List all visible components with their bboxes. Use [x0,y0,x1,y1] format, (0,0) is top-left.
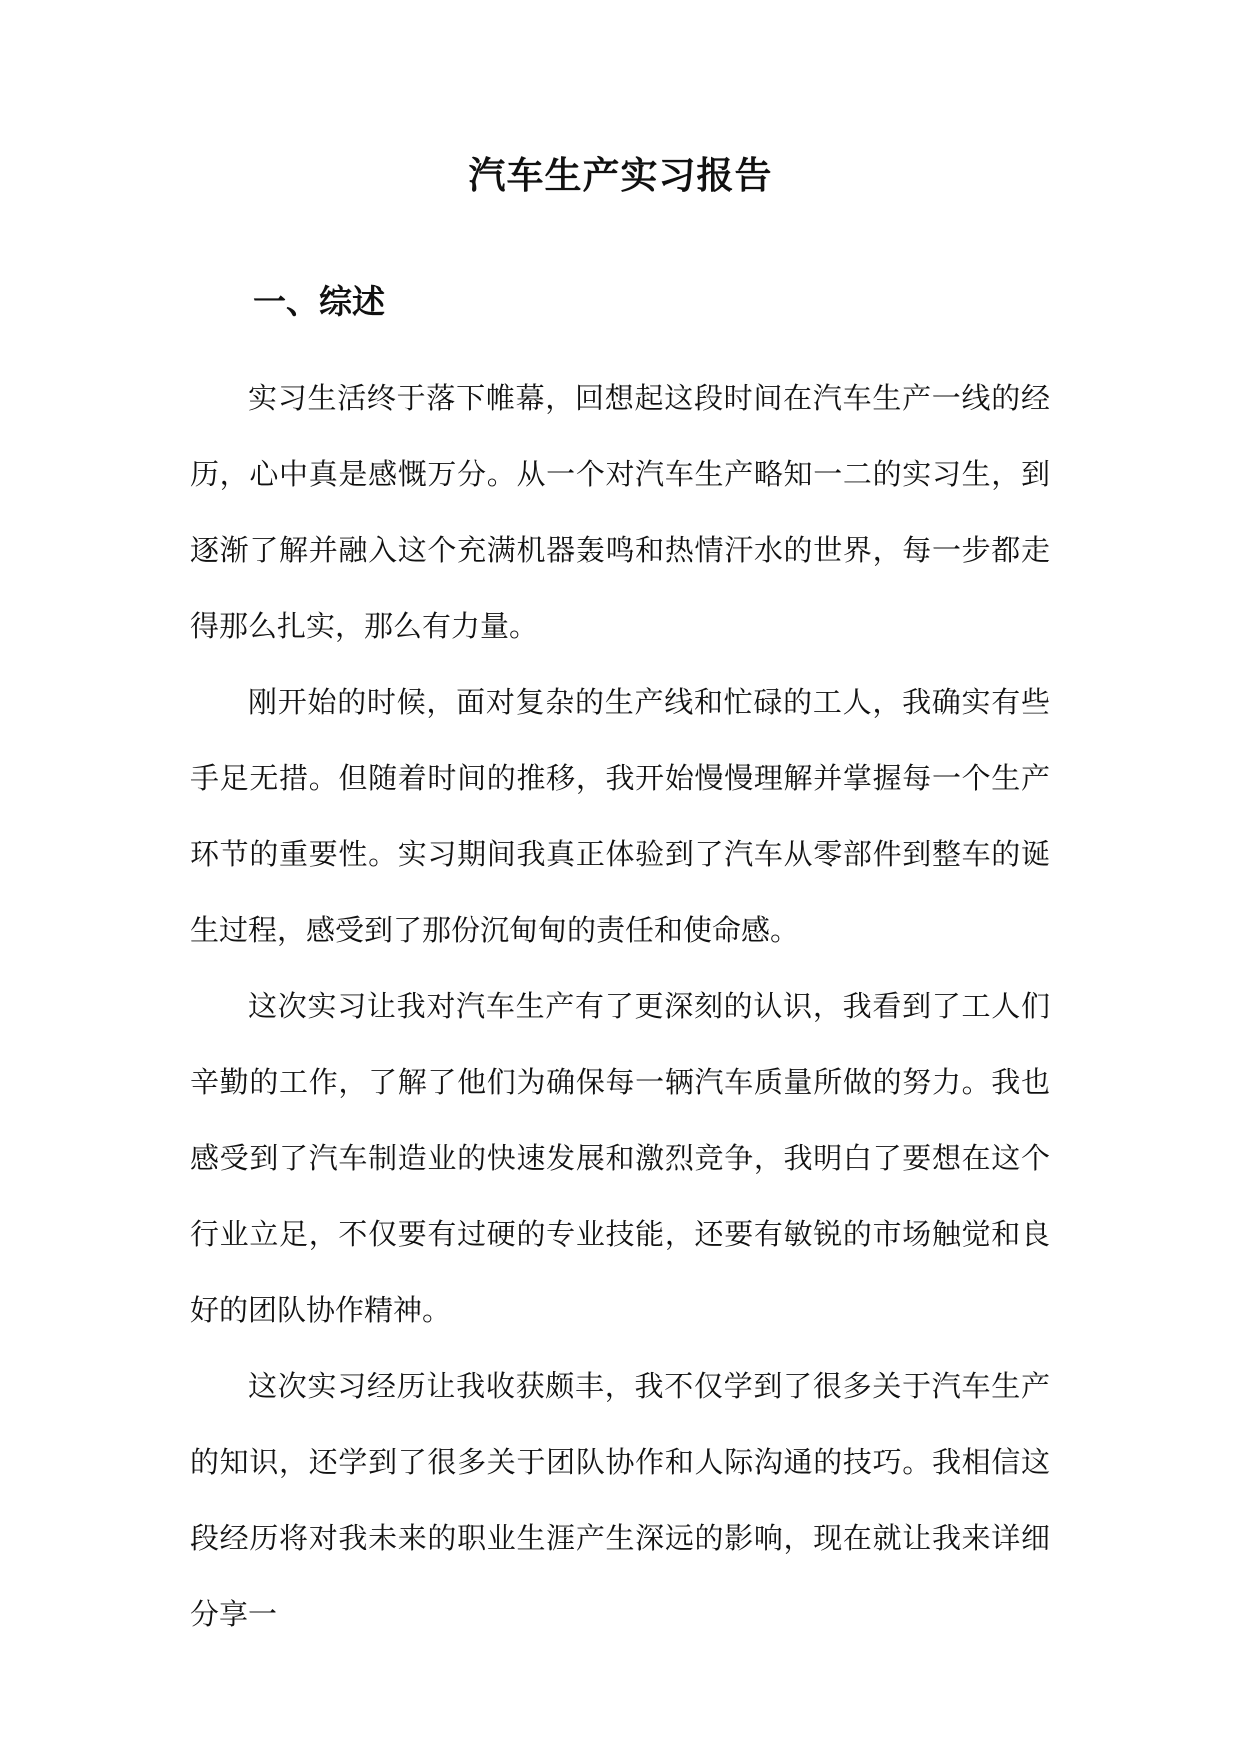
paragraph-1: 实习生活终于落下帷幕，回想起这段时间在汽车生产一线的经历，心中真是感慨万分。从一个对汽车生产略知一二的实习生，到逐渐了解并融入这个充满机器轰鸣和热情汗水的世界，每一步都走得那么扎实，那么有力量。 [190,381,1050,643]
document-body [190,360,1050,1652]
paragraph-3: 这次实习让我对汽车生产有了更深刻的认识，我看到了工人们辛勤的工作，了解了他们为确保每一辆汽车质量所做的努力。我也感受到了汽车制造业的快速发展和激烈竞争，我明白了要想在这个行业立足，不仅要有过硬的专业技能，还要有敏锐的市场触觉和良好的团队协作精神。 [190,989,1050,1327]
paragraph-4: 这次实习经历让我收获颇丰，我不仅学到了很多关于汽车生产的知识，还学到了很多关于团队协作和人际沟通的技巧。我相信这段经历将对我未来的职业生涯产生深远的影响，现在就让我来详细分享一 [190,1369,1050,1631]
paragraph-2: 刚开始的时候，面对复杂的生产线和忙碌的工人，我确实有些手足无措。但随着时间的推移，我开始慢慢理解并掌握每一个生产环节的重要性。实习期间我真正体验到了汽车从零部件到整车的诞生过程，感受到了那份沉甸甸的责任和使命感。 [190,685,1050,947]
document-title: 汽车生产实习报告 [468,153,773,197]
section-heading: 一、综述 [253,282,385,321]
